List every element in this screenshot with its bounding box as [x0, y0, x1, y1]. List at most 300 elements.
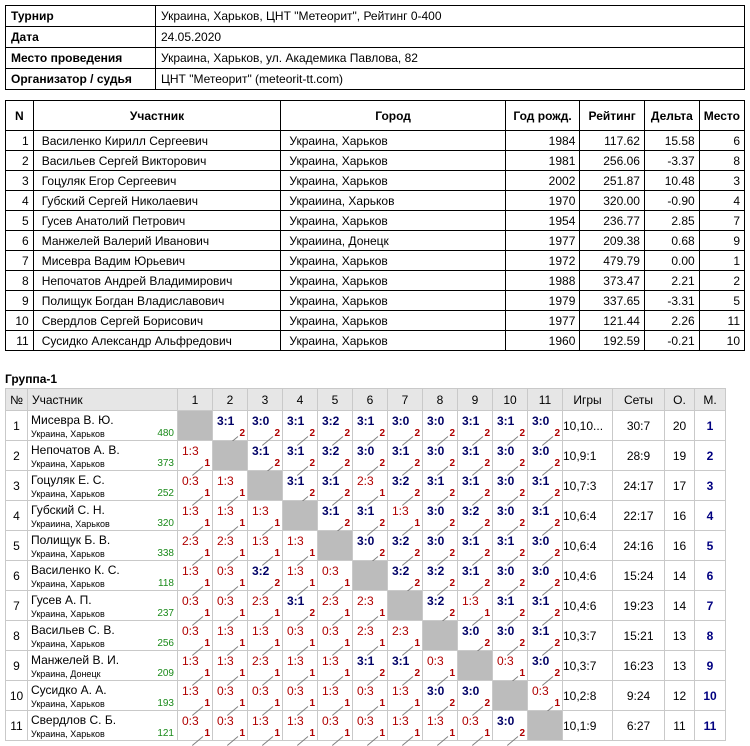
xt-player — [28, 531, 178, 561]
xt-num: 3 — [6, 471, 28, 501]
xt-player-rating: 373 — [157, 458, 174, 469]
xt-player — [28, 681, 178, 711]
xt-result-cell — [493, 711, 528, 741]
xt-sets: 15:24 — [613, 561, 665, 591]
xt-result-cell — [318, 411, 353, 441]
participant-row — [6, 191, 745, 211]
participant-n: 7 — [6, 251, 34, 271]
xt-points: 1 — [239, 608, 245, 619]
participant-row — [6, 311, 745, 331]
xt-points: 1 — [554, 698, 560, 709]
xt-points: 2 — [554, 578, 560, 589]
participant-n: 2 — [6, 151, 34, 171]
participant-name: Манжелей Валерий Иванович — [33, 231, 281, 251]
xt-score: 3:1 — [357, 414, 375, 428]
xt-points: 1 — [309, 668, 315, 679]
participant-rating: 251.87 — [580, 171, 645, 191]
xt-points: 2 — [344, 458, 350, 469]
xt-row — [6, 501, 726, 531]
xt-result-cell — [178, 561, 213, 591]
xt-points: 2 — [519, 728, 525, 739]
xt-player-rating: 252 — [157, 488, 174, 499]
xt-result-cell — [283, 591, 318, 621]
xt-points: 2 — [484, 548, 490, 559]
xt-slash — [227, 736, 238, 746]
xt-score: 1:3 — [252, 534, 269, 548]
xt-points: 2 — [449, 698, 455, 709]
xt-score: 3:1 — [287, 594, 305, 608]
xt-header-col: 9 — [458, 389, 493, 411]
xt-result-cell — [213, 651, 248, 681]
xt-result-cell — [528, 531, 563, 561]
xt-sets: 6:27 — [613, 711, 665, 741]
xt-score: 3:1 — [532, 594, 550, 608]
xt-games: 10,7:3 — [563, 471, 613, 501]
info-value: Украина, Харьков, ул. Академика Павлова, 82 — [156, 48, 745, 69]
xt-result-cell — [318, 711, 353, 741]
xt-score: 3:1 — [462, 534, 480, 548]
participant-city: Украина, Харьков — [281, 131, 505, 151]
xt-points: 2 — [449, 548, 455, 559]
participant-city: Украина, Харьков — [281, 251, 505, 271]
xt-o: 11 — [665, 711, 695, 741]
participants-header-cell: Участник — [33, 101, 281, 131]
xt-games: 10,4:6 — [563, 591, 613, 621]
xt-score: 0:3 — [182, 714, 199, 728]
xt-score: 3:0 — [532, 654, 550, 668]
xt-player-name: Мисевра В. Ю. — [31, 413, 114, 427]
info-value: 24.05.2020 — [156, 27, 745, 48]
participant-row — [6, 291, 745, 311]
xt-points: 1 — [309, 698, 315, 709]
xt-score: 3:1 — [392, 444, 410, 458]
xt-player-name: Сусидко А. А. — [31, 683, 107, 697]
xt-m: 9 — [695, 651, 726, 681]
participant-city: Украина, Харьков — [281, 291, 505, 311]
xt-points: 1 — [204, 578, 210, 589]
xt-slash — [297, 736, 308, 746]
xt-result-cell — [178, 711, 213, 741]
participant-year: 2002 — [505, 171, 580, 191]
xt-score: 3:1 — [287, 414, 305, 428]
xt-result-cell — [248, 561, 283, 591]
xt-result-cell — [318, 561, 353, 591]
xt-sets: 22:17 — [613, 501, 665, 531]
xt-result-cell — [388, 651, 423, 681]
participant-delta: 10.48 — [644, 171, 699, 191]
participant-delta: 15.58 — [644, 131, 699, 151]
xt-result-cell — [353, 441, 388, 471]
xt-result-cell — [493, 651, 528, 681]
xt-points: 2 — [484, 578, 490, 589]
xt-slash — [402, 736, 413, 746]
xt-player — [28, 711, 178, 741]
participant-row — [6, 131, 745, 151]
xt-points: 1 — [239, 548, 245, 559]
xt-points: 2 — [484, 428, 490, 439]
xt-slash — [367, 736, 378, 746]
xt-score: 3:0 — [462, 684, 480, 698]
xt-score: 3:0 — [532, 444, 550, 458]
xt-result-cell — [423, 711, 458, 741]
participant-place: 6 — [699, 131, 744, 151]
xt-result-cell — [318, 471, 353, 501]
xt-result-cell — [528, 651, 563, 681]
xt-player — [28, 411, 178, 441]
xt-score: 2:3 — [357, 594, 374, 608]
xt-games: 10,2:8 — [563, 681, 613, 711]
xt-num: 7 — [6, 591, 28, 621]
info-row — [6, 69, 745, 90]
xt-result-cell — [528, 621, 563, 651]
xt-points: 1 — [239, 698, 245, 709]
participant-name: Мисевра Вадим Юрьевич — [33, 251, 281, 271]
xt-score: 0:3 — [217, 684, 234, 698]
xt-sets: 24:16 — [613, 531, 665, 561]
xt-result-cell — [178, 531, 213, 561]
xt-result-cell — [493, 501, 528, 531]
participant-place: 3 — [699, 171, 744, 191]
participant-row — [6, 271, 745, 291]
xt-num: 6 — [6, 561, 28, 591]
xt-points: 1 — [239, 578, 245, 589]
xt-o: 14 — [665, 561, 695, 591]
xt-score: 1:3 — [287, 534, 304, 548]
participant-city: Украина, Харьков — [281, 271, 505, 291]
participant-name: Гоцуляк Егор Сергеевич — [33, 171, 281, 191]
xt-score: 2:3 — [357, 474, 374, 488]
xt-score: 1:3 — [252, 714, 269, 728]
participant-year: 1960 — [505, 331, 580, 351]
xt-points: 2 — [554, 458, 560, 469]
participant-row — [6, 231, 745, 251]
xt-player — [28, 501, 178, 531]
xt-player — [28, 621, 178, 651]
xt-score: 3:1 — [287, 474, 305, 488]
xt-result-cell — [178, 501, 213, 531]
xt-header-sets: Сеты — [613, 389, 665, 411]
xt-result-cell — [178, 441, 213, 471]
xt-player-rating: 209 — [157, 668, 174, 679]
xt-result-cell — [318, 591, 353, 621]
xt-score: 1:3 — [217, 474, 234, 488]
participant-delta: -3.31 — [644, 291, 699, 311]
xt-result-cell — [458, 501, 493, 531]
xt-sets: 24:17 — [613, 471, 665, 501]
xt-points: 1 — [344, 608, 350, 619]
xt-m: 2 — [695, 441, 726, 471]
xt-player-city: Украина, Харьков — [31, 699, 105, 709]
xt-m: 11 — [695, 711, 726, 741]
xt-score: 3:2 — [322, 414, 340, 428]
xt-points: 2 — [414, 428, 420, 439]
xt-games: 10,6:4 — [563, 501, 613, 531]
xt-o: 19 — [665, 441, 695, 471]
info-row — [6, 48, 745, 69]
xt-score: 3:2 — [392, 474, 410, 488]
xt-result-cell — [423, 591, 458, 621]
xt-result-cell — [458, 441, 493, 471]
xt-games: 10,3:7 — [563, 651, 613, 681]
info-key: Турнир — [6, 6, 156, 27]
xt-points: 1 — [204, 728, 210, 739]
xt-points: 1 — [344, 668, 350, 679]
xt-score: 1:3 — [182, 684, 199, 698]
participant-name: Сусидко Александр Альфредович — [33, 331, 281, 351]
xt-score: 2:3 — [252, 654, 269, 668]
xt-result-cell — [528, 501, 563, 531]
xt-score: 3:0 — [427, 444, 445, 458]
xt-sets: 9:24 — [613, 681, 665, 711]
xt-score: 3:1 — [462, 444, 480, 458]
xt-result-cell — [423, 681, 458, 711]
participant-rating: 121.44 — [580, 311, 645, 331]
xt-player-city: Украиина, Харьков — [31, 519, 110, 529]
xt-result-cell — [283, 531, 318, 561]
xt-score: 2:3 — [322, 594, 339, 608]
participant-rating: 373.47 — [580, 271, 645, 291]
participant-name: Василенко Кирилл Сергеевич — [33, 131, 281, 151]
xt-points: 1 — [274, 668, 280, 679]
xt-points: 2 — [414, 488, 420, 499]
xt-points: 1 — [274, 518, 280, 529]
xt-result-cell — [353, 411, 388, 441]
xt-result-cell — [353, 531, 388, 561]
xt-player — [28, 471, 178, 501]
xt-points: 1 — [379, 638, 385, 649]
xt-points: 1 — [239, 668, 245, 679]
xt-result-cell — [248, 441, 283, 471]
xt-score: 3:1 — [532, 474, 550, 488]
xt-score: 2:3 — [217, 534, 234, 548]
xt-points: 1 — [204, 668, 210, 679]
participant-year: 1979 — [505, 291, 580, 311]
xt-points: 2 — [379, 548, 385, 559]
xt-points: 2 — [484, 518, 490, 529]
xt-score: 3:0 — [427, 504, 445, 518]
xt-points: 2 — [414, 548, 420, 559]
participant-place: 2 — [699, 271, 744, 291]
xt-points: 2 — [449, 518, 455, 529]
xt-points: 2 — [379, 668, 385, 679]
xt-result-cell — [248, 501, 283, 531]
xt-points: 2 — [484, 698, 490, 709]
xt-result-cell — [353, 591, 388, 621]
participant-rating: 236.77 — [580, 211, 645, 231]
xt-score: 3:1 — [497, 594, 515, 608]
xt-score: 0:3 — [497, 654, 514, 668]
xt-header-col: 10 — [493, 389, 528, 411]
xt-result-cell — [248, 711, 283, 741]
xt-score: 0:3 — [357, 684, 374, 698]
xt-result-cell — [353, 681, 388, 711]
xt-result-cell — [528, 681, 563, 711]
xt-num: 2 — [6, 441, 28, 471]
xt-score: 1:3 — [182, 504, 199, 518]
xt-result-cell — [388, 441, 423, 471]
xt-points: 1 — [449, 668, 455, 679]
xt-score: 3:0 — [392, 414, 410, 428]
xt-points: 2 — [309, 428, 315, 439]
participant-place: 7 — [699, 211, 744, 231]
xt-result-cell — [458, 591, 493, 621]
xt-games: 10,1:9 — [563, 711, 613, 741]
xt-player-name: Непочатов А. В. — [31, 443, 120, 457]
participant-place: 9 — [699, 231, 744, 251]
xt-result-cell — [283, 411, 318, 441]
xt-points: 1 — [309, 728, 315, 739]
xt-result-cell — [213, 711, 248, 741]
xt-result-cell — [528, 591, 563, 621]
xt-result-cell — [493, 561, 528, 591]
xt-score: 0:3 — [287, 684, 304, 698]
xt-points: 1 — [204, 458, 210, 469]
xt-header-col: 6 — [353, 389, 388, 411]
xt-result-cell — [423, 411, 458, 441]
xt-score: 1:3 — [252, 624, 269, 638]
xt-score: 3:0 — [497, 624, 515, 638]
participants-header-cell: Рейтинг — [580, 101, 645, 131]
xt-o: 17 — [665, 471, 695, 501]
participant-name: Полищук Богдан Владиславович — [33, 291, 281, 311]
xt-player-rating: 121 — [157, 728, 174, 739]
xt-score: 0:3 — [182, 624, 199, 638]
xt-header-col: 1 — [178, 389, 213, 411]
xt-points: 1 — [414, 518, 420, 529]
xt-row — [6, 411, 726, 441]
xt-points: 1 — [239, 518, 245, 529]
xt-points: 1 — [309, 638, 315, 649]
xt-result-cell — [493, 531, 528, 561]
xt-points: 1 — [274, 548, 280, 559]
xt-player-city: Украина, Харьков — [31, 729, 105, 739]
participant-city: Украина, Харьков — [281, 211, 505, 231]
participant-n: 6 — [6, 231, 34, 251]
xt-points: 1 — [344, 638, 350, 649]
xt-points: 1 — [414, 638, 420, 649]
participant-year: 1970 — [505, 191, 580, 211]
xt-score: 3:0 — [497, 564, 515, 578]
participant-n: 5 — [6, 211, 34, 231]
participant-rating: 256.06 — [580, 151, 645, 171]
xt-player-name: Свердлов С. Б. — [31, 713, 117, 727]
participant-delta: 2.85 — [644, 211, 699, 231]
xt-num: 1 — [6, 411, 28, 441]
xt-points: 2 — [309, 488, 315, 499]
xt-points: 2 — [449, 428, 455, 439]
xt-result-cell — [423, 441, 458, 471]
xt-score: 3:1 — [252, 444, 270, 458]
participant-name: Гусев Анатолий Петрович — [33, 211, 281, 231]
xt-points: 2 — [379, 458, 385, 469]
xt-score: 1:3 — [322, 654, 339, 668]
xt-player-rating: 338 — [157, 548, 174, 559]
xt-result-cell — [493, 591, 528, 621]
xt-m: 6 — [695, 561, 726, 591]
xt-score: 0:3 — [532, 684, 549, 698]
xt-result-cell — [353, 711, 388, 741]
xt-score: 3:1 — [322, 474, 340, 488]
xt-score: 3:2 — [252, 564, 270, 578]
participant-city: Украиина, Харьков — [281, 191, 505, 211]
xt-points: 2 — [344, 518, 350, 529]
xt-player-rating: 320 — [157, 518, 174, 529]
xt-diagonal-cell — [388, 591, 423, 621]
xt-score: 3:1 — [532, 624, 550, 638]
participant-name: Васильев Сергей Викторович — [33, 151, 281, 171]
xt-result-cell — [213, 621, 248, 651]
xt-sets: 19:23 — [613, 591, 665, 621]
xt-points: 2 — [554, 608, 560, 619]
xt-result-cell — [213, 561, 248, 591]
xt-points: 1 — [414, 698, 420, 709]
participant-place: 4 — [699, 191, 744, 211]
participant-place: 10 — [699, 331, 744, 351]
xt-result-cell — [213, 591, 248, 621]
participant-row — [6, 171, 745, 191]
xt-header-col: 11 — [528, 389, 563, 411]
xt-points: 1 — [484, 728, 490, 739]
xt-m: 8 — [695, 621, 726, 651]
xt-result-cell — [353, 501, 388, 531]
xt-player-city: Украина, Донецк — [31, 669, 101, 679]
xt-result-cell — [458, 411, 493, 441]
participant-rating: 117.62 — [580, 131, 645, 151]
xt-row — [6, 561, 726, 591]
xt-header-col: 4 — [283, 389, 318, 411]
xt-points: 1 — [484, 608, 490, 619]
participant-row — [6, 151, 745, 171]
xt-result-cell — [423, 501, 458, 531]
xt-score: 0:3 — [252, 684, 269, 698]
xt-result-cell — [388, 411, 423, 441]
xt-points: 2 — [414, 668, 420, 679]
xt-result-cell — [493, 411, 528, 441]
xt-points: 2 — [484, 458, 490, 469]
xt-points: 1 — [204, 518, 210, 529]
xt-result-cell — [423, 651, 458, 681]
xt-score: 3:0 — [497, 714, 515, 728]
xt-score: 3:0 — [427, 684, 445, 698]
xt-result-cell — [318, 651, 353, 681]
xt-player-name: Василенко К. С. — [31, 563, 120, 577]
crosstable — [5, 388, 726, 741]
xt-points: 2 — [554, 548, 560, 559]
participants-header-cell: Год рожд. — [505, 101, 580, 131]
xt-result-cell — [353, 651, 388, 681]
xt-player-city: Украина, Харьков — [31, 609, 105, 619]
xt-score: 0:3 — [427, 654, 444, 668]
xt-points: 2 — [344, 488, 350, 499]
participant-year: 1972 — [505, 251, 580, 271]
xt-points: 1 — [204, 488, 210, 499]
xt-score: 1:3 — [217, 654, 234, 668]
xt-diagonal-cell — [423, 621, 458, 651]
xt-diagonal-cell — [318, 531, 353, 561]
xt-score: 1:3 — [287, 714, 304, 728]
xt-player-rating: 118 — [158, 578, 174, 589]
xt-result-cell — [283, 561, 318, 591]
xt-score: 0:3 — [322, 624, 339, 638]
xt-score: 3:2 — [322, 444, 340, 458]
xt-score: 2:3 — [357, 624, 374, 638]
participant-place: 11 — [699, 311, 744, 331]
xt-score: 1:3 — [287, 564, 304, 578]
participant-name: Свердлов Сергей Борисович — [33, 311, 281, 331]
xt-result-cell — [423, 561, 458, 591]
xt-player-rating: 237 — [157, 608, 174, 619]
xt-row — [6, 591, 726, 621]
